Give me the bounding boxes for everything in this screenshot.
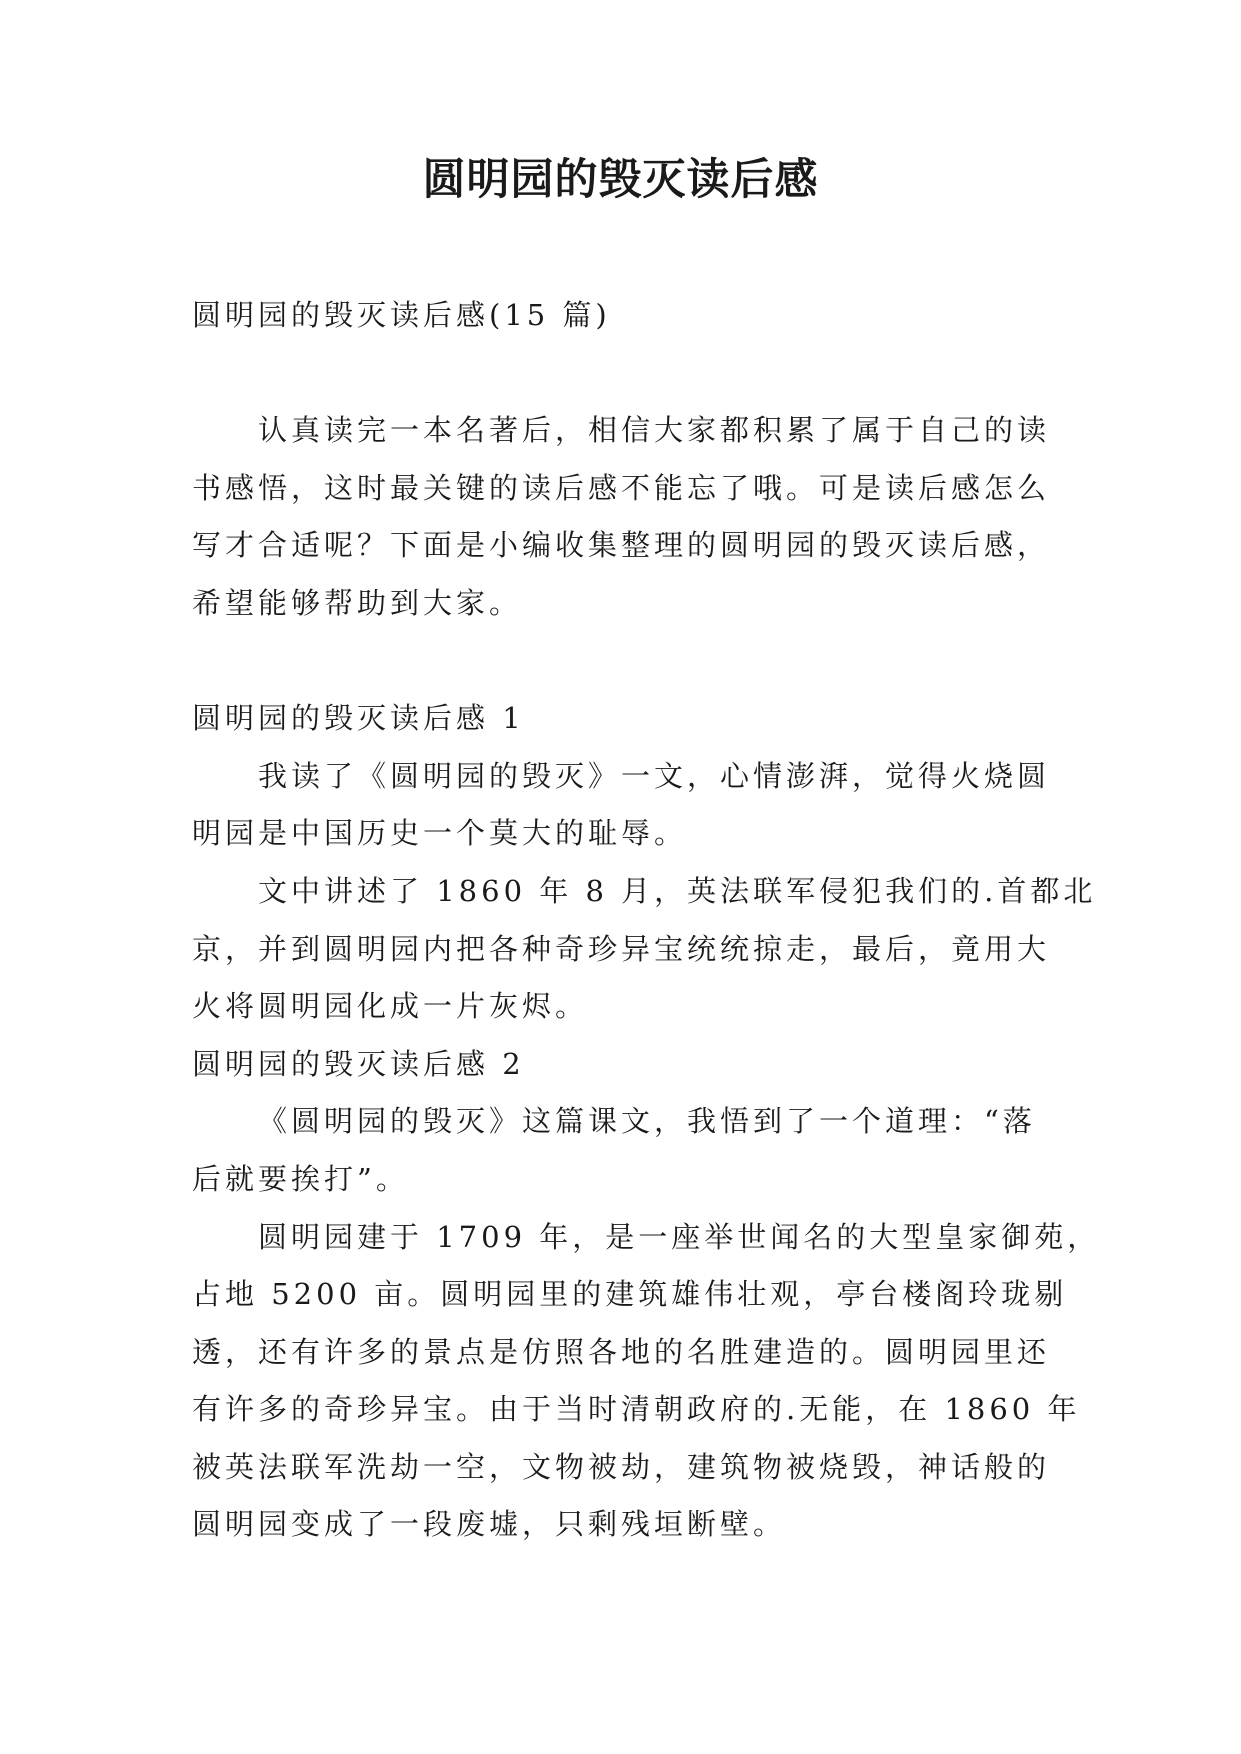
paragraph-line: 文中讲述了 1860 年 8 月，英法联军侵犯我们的.首都北 [258,873,1097,908]
document-subtitle: 圆明园的毁灭读后感(15 篇) [192,298,611,332]
paragraph-line: 认真读完一本名著后，相信大家都积累了属于自己的读 [258,413,1051,448]
paragraph-line: 《圆明园的毁灭》这篇课文，我悟到了一个道理：“落 [258,1104,1036,1139]
paragraph-line: 明园是中国历史一个莫大的耻辱。 [192,816,688,851]
section-heading: 圆明园的毁灭读后感 1 [192,701,525,736]
paragraph-line: 火将圆明园化成一片灰烬。 [192,989,589,1024]
paragraph-line: 我读了《圆明园的毁灭》一文，心情澎湃，觉得火烧圆 [258,758,1051,793]
paragraph-line: 希望能够帮助到大家。 [192,585,523,620]
paragraph-line: 占地 5200 亩。圆明园里的建筑雄伟壮观，亭台楼阁玲珑剔 [192,1277,1068,1312]
section-1 [192,690,1097,1036]
spacer [192,633,1052,691]
intro-paragraph [192,402,1052,632]
paragraph-line: 被英法联军洗劫一空，文物被劫，建筑物被烧毁，神话般的 [192,1449,1051,1484]
section-heading: 圆明园的毁灭读后感 2 [192,1046,525,1081]
paragraph-line: 圆明园变成了一段废墟，只剩残垣断壁。 [192,1507,787,1542]
paragraph-line: 写才合适呢？下面是小编收集整理的圆明园的毁灭读后感， [192,528,1051,563]
section-2 [192,1036,1101,1554]
document-body [192,287,1101,1554]
paragraph-line: 圆明园建于 1709 年，是一座举世闻名的大型皇家御苑， [258,1219,1101,1254]
paragraph-line: 京，并到圆明园内把各种奇珍异宝统统掠走，最后，竟用大 [192,931,1051,966]
spacer [192,345,1052,403]
paragraph-line: 书感悟，这时最关键的读后感不能忘了哦。可是读后感怎么 [192,470,1051,505]
paragraph-line: 有许多的奇珍异宝。由于当时清朝政府的.无能，在 1860 年 [192,1392,1081,1427]
paragraph-line: 后就要挨打”。 [192,1161,409,1196]
page-title: 圆明园的毁灭读后感 [422,155,819,205]
paragraph-line: 透，还有许多的景点是仿照各地的名胜建造的。圆明园里还 [192,1334,1051,1369]
